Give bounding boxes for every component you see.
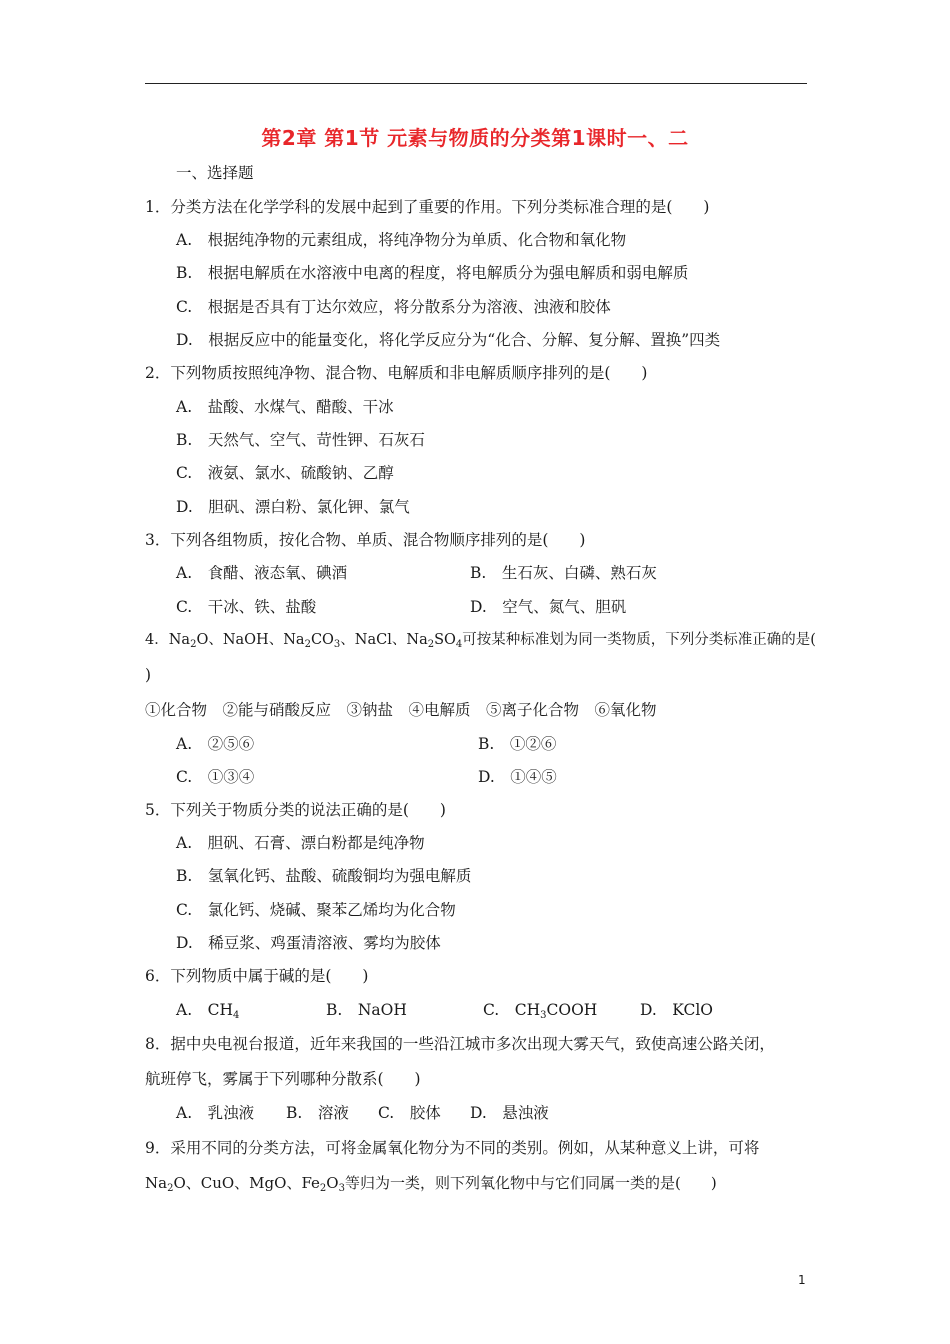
question-4: 4．$Na_2O$、NaOH、$Na_2CO_3$、NaCl、$Na_2SO_4$可按某种标准划为同一类物质，下列分类标准正确的是( [145,632,816,650]
q4-criteria: ①化合物 ②能与硝酸反应 ③钠盐 ④电解质 ⑤离子化合物 ⑥氧化物 [145,701,657,719]
q5-option-b: B. 氢氧化钙、盐酸、硫酸铜均为强电解质 [176,867,472,885]
q3-option-d: D. 空气、氮气、胆矾 [470,598,627,616]
q8-option-a: A. 乳浊液 [176,1104,255,1122]
q4-option-d: D. ①④⑤ [478,768,557,786]
q4-option-b: B. ①②⑥ [478,735,557,753]
page-title: 第2章 第1节 元素与物质的分类第1课时一、二 [261,126,689,150]
page-number: 1 [798,1273,806,1287]
q3-option-a: A. 食醋、液态氧、碘酒 [176,564,348,582]
q6-option-d: D. KClO [640,1001,713,1019]
question-4-cont: ) [145,666,152,684]
question-6: 6．下列物质中属于碱的是( ) [145,967,369,985]
q8-option-c: C. 胶体 [378,1104,441,1122]
header-rule [145,83,807,84]
question-8: 8．据中央电视台报道，近年来我国的一些沿江城市多次出现大雾天气，致使高速公路关闭， [145,1035,775,1053]
q3-option-c: C. 干冰、铁、盐酸 [176,598,317,616]
question-9-cont: $Na_2O$、CuO、MgO、$Fe_2O_3$等归为一类，则下列氧化物中与它们同属一类的是( ) [145,1174,717,1194]
question-9: 9．采用不同的分类方法，可将金属氧化物分为不同的类别。例如，从某种意义上讲，可将 [145,1139,760,1157]
section-heading: 一、选择题 [176,164,254,182]
q8-option-d: D. 悬浊液 [470,1104,549,1122]
q6-option-a: A. $CH_4$ [176,1001,240,1021]
q6-option-b: B. NaOH [326,1001,407,1019]
q5-option-d: D. 稀豆浆、鸡蛋清溶液、雾均为胶体 [176,934,441,952]
q1-option-d: D. 根据反应中的能量变化，将化学反应分为“化合、分解、复分解、置换”四类 [176,331,721,349]
q1-option-a: A. 根据纯净物的元素组成，将纯净物分为单质、化合物和氧化物 [176,231,627,249]
q2-option-a: A. 盐酸、水煤气、醋酸、干冰 [176,398,394,416]
q4-option-c: C. ①③④ [176,768,255,786]
q5-option-c: C. 氯化钙、烧碱、聚苯乙烯均为化合物 [176,901,456,919]
q2-option-c: C. 液氨、氯水、硫酸钠、乙醇 [176,464,394,482]
question-1: 1．分类方法在化学学科的发展中起到了重要的作用。下列分类标准合理的是( ) [145,198,710,216]
q5-option-a: A. 胆矾、石膏、漂白粉都是纯净物 [176,834,425,852]
question-3: 3．下列各组物质，按化合物、单质、混合物顺序排列的是( ) [145,531,586,549]
question-8-cont: 航班停飞，雾属于下列哪种分散系( ) [145,1070,421,1088]
q1-option-c: C. 根据是否具有丁达尔效应，将分散系分为溶液、浊液和胶体 [176,298,611,316]
question-2: 2．下列物质按照纯净物、混合物、电解质和非电解质顺序排列的是( ) [145,364,648,382]
q3-option-b: B. 生石灰、白磷、熟石灰 [470,564,657,582]
q2-option-b: B. 天然气、空气、苛性钾、石灰石 [176,431,425,449]
question-5: 5．下列关于物质分类的说法正确的是( ) [145,801,446,819]
q4-option-a: A. ②⑤⑥ [176,735,255,753]
q6-option-c: C. $CH_3COOH$ [483,1001,598,1021]
q1-option-b: B. 根据电解质在水溶液中电离的程度，将电解质分为强电解质和弱电解质 [176,264,689,282]
q8-option-b: B. 溶液 [286,1104,349,1122]
q2-option-d: D. 胆矾、漂白粉、氯化钾、氯气 [176,498,410,516]
